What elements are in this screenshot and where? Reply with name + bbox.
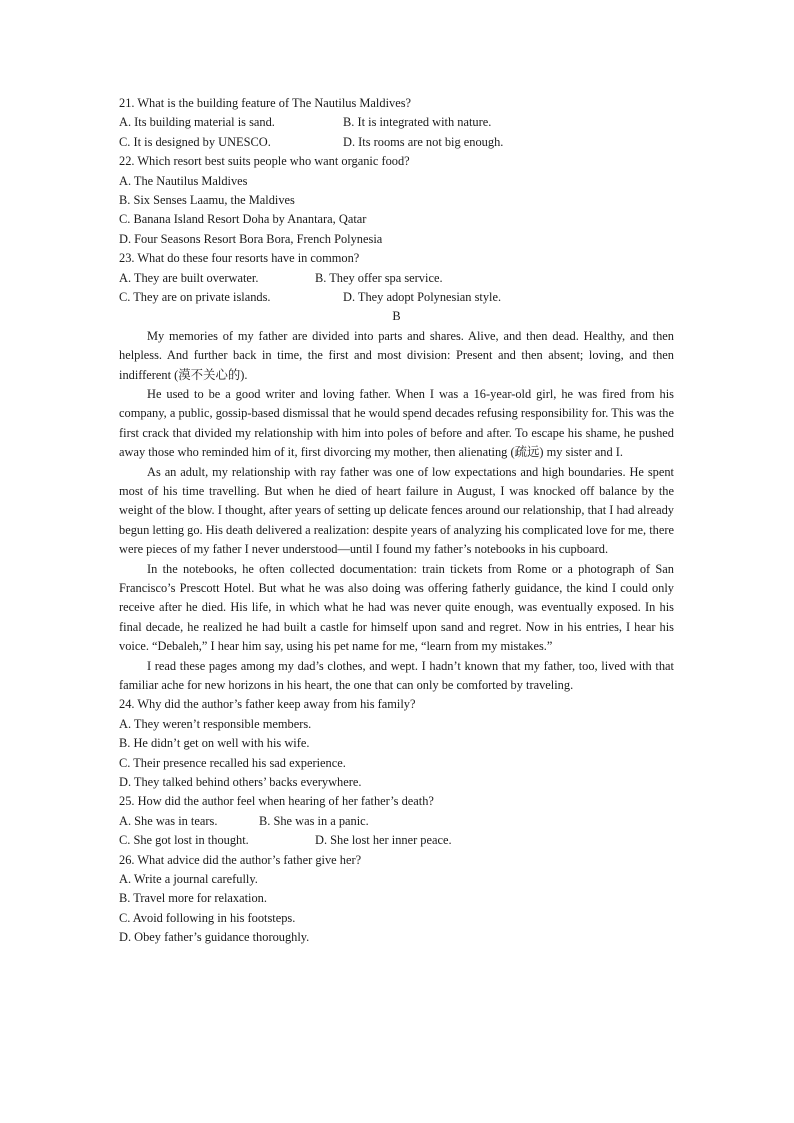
option-d: D. They adopt Polynesian style. <box>343 289 502 304</box>
option-b: B. Six Senses Laamu, the Maldives <box>119 192 295 207</box>
option-d: D. Obey father’s guidance thoroughly. <box>119 930 310 945</box>
option-d: D. Its rooms are not big enough. <box>343 134 504 149</box>
option-row <box>119 812 674 831</box>
option-row <box>119 269 674 288</box>
option-c: C. Their presence recalled his sad experience. <box>119 755 346 770</box>
question-stem: 26. What advice did the author’s father give her? <box>119 852 362 867</box>
option-a: A. Its building material is sand. <box>119 115 275 130</box>
option-d: D. She lost her inner peace. <box>315 833 452 848</box>
option-b: B. Travel more for relaxation. <box>119 891 267 906</box>
passage-paragraph: As an adult, my relationship with ray father was one of low expectations and high boundaries. He spent most of his time travelling. But when he died of heart failure in August, I was knocked off balance by the weight of the blow. I thought, after years of setting up delicate fences around our relationship, that I had already begun letting go. His death delivered a realization: despite years of analyzing his complicated love for me, there were pieces of my father I never understood—until I found my father’s notebooks in his cupboard. <box>119 464 674 557</box>
option-b: B. She was in a panic. <box>259 813 369 828</box>
passage-paragraph: He used to be a good writer and loving father. When I was a 16-year-old girl, he was fired from his company, a public, gossip-based dismissal that he would spend decades refusing responsibility for. This was the first crack that divided my relationship with him into poles of before and after. To escape his shame, he pushed away those who reminded him of it, first divorcing my mother, then alienating (疏远) my sister and I. <box>119 386 674 460</box>
option-c: C. It is designed by UNESCO. <box>119 134 271 149</box>
passage-paragraph: I read these pages among my dad’s clothes, and wept. I hadn’t known that my father, too, lived with that familiar ache for new horizons in his heart, the one that can only be comforted by traveling. <box>119 658 674 692</box>
question-23 <box>119 249 674 307</box>
question-22 <box>119 152 674 249</box>
option-a: A. They are built overwater. <box>119 270 259 285</box>
option-a: A. She was in tears. <box>119 813 218 828</box>
question-stem: 25. How did the author feel when hearing of her father’s death? <box>119 794 434 809</box>
option-b: B. It is integrated with nature. <box>343 115 492 130</box>
option-d: D. They talked behind others’ backs everywhere. <box>119 774 362 789</box>
question-stem: 24. Why did the author’s father keep away from his family? <box>119 697 416 712</box>
exam-page <box>119 94 674 947</box>
option-row <box>119 831 674 850</box>
option-c: C. They are on private islands. <box>119 289 271 304</box>
question-24 <box>119 695 674 792</box>
option-b: B. They offer spa service. <box>315 270 443 285</box>
question-25 <box>119 792 674 850</box>
passage-paragraph: In the notebooks, he often collected documentation: train tickets from Rome or a photograph of San Francisco’s Prescott Hotel. But what he was also doing was offering fatherly guidance, the kind I could only receive after he died. His life, in which what he had was never quite enough, was eventually exposed. In his final decade, he realized he had built a castle for himself upon sand and regret. Now in his entries, I hear his voice. “Debaleh,” I hear him say, using his pet name for me, “learn from my mistakes.” <box>119 561 674 654</box>
option-row <box>119 133 674 152</box>
option-b: B. He didn’t get on well with his wife. <box>119 736 310 751</box>
option-c: C. Avoid following in his footsteps. <box>119 910 296 925</box>
passage-paragraph: My memories of my father are divided into parts and shares. Alive, and then dead. Healthy, and then helpless. And further back in time, the first and most division: Present and then absent; loving, and then indifferent (漠不关心的). <box>119 328 674 382</box>
question-stem: 23. What do these four resorts have in common? <box>119 251 360 266</box>
section-heading: B <box>392 309 401 324</box>
question-26 <box>119 851 674 948</box>
question-21 <box>119 94 674 152</box>
option-row <box>119 113 674 132</box>
option-c: C. Banana Island Resort Doha by Anantara, Qatar <box>119 212 367 227</box>
option-d: D. Four Seasons Resort Bora Bora, French Polynesia <box>119 231 383 246</box>
option-a: A. They weren’t responsible members. <box>119 716 312 731</box>
question-stem: 22. Which resort best suits people who want organic food? <box>119 154 410 169</box>
option-a: A. Write a journal carefully. <box>119 871 258 886</box>
reading-passage <box>119 327 674 696</box>
question-stem: 21. What is the building feature of The Nautilus Maldives? <box>119 96 412 110</box>
option-row <box>119 288 674 307</box>
option-c: C. She got lost in thought. <box>119 833 249 848</box>
option-a: A. The Nautilus Maldives <box>119 173 248 188</box>
